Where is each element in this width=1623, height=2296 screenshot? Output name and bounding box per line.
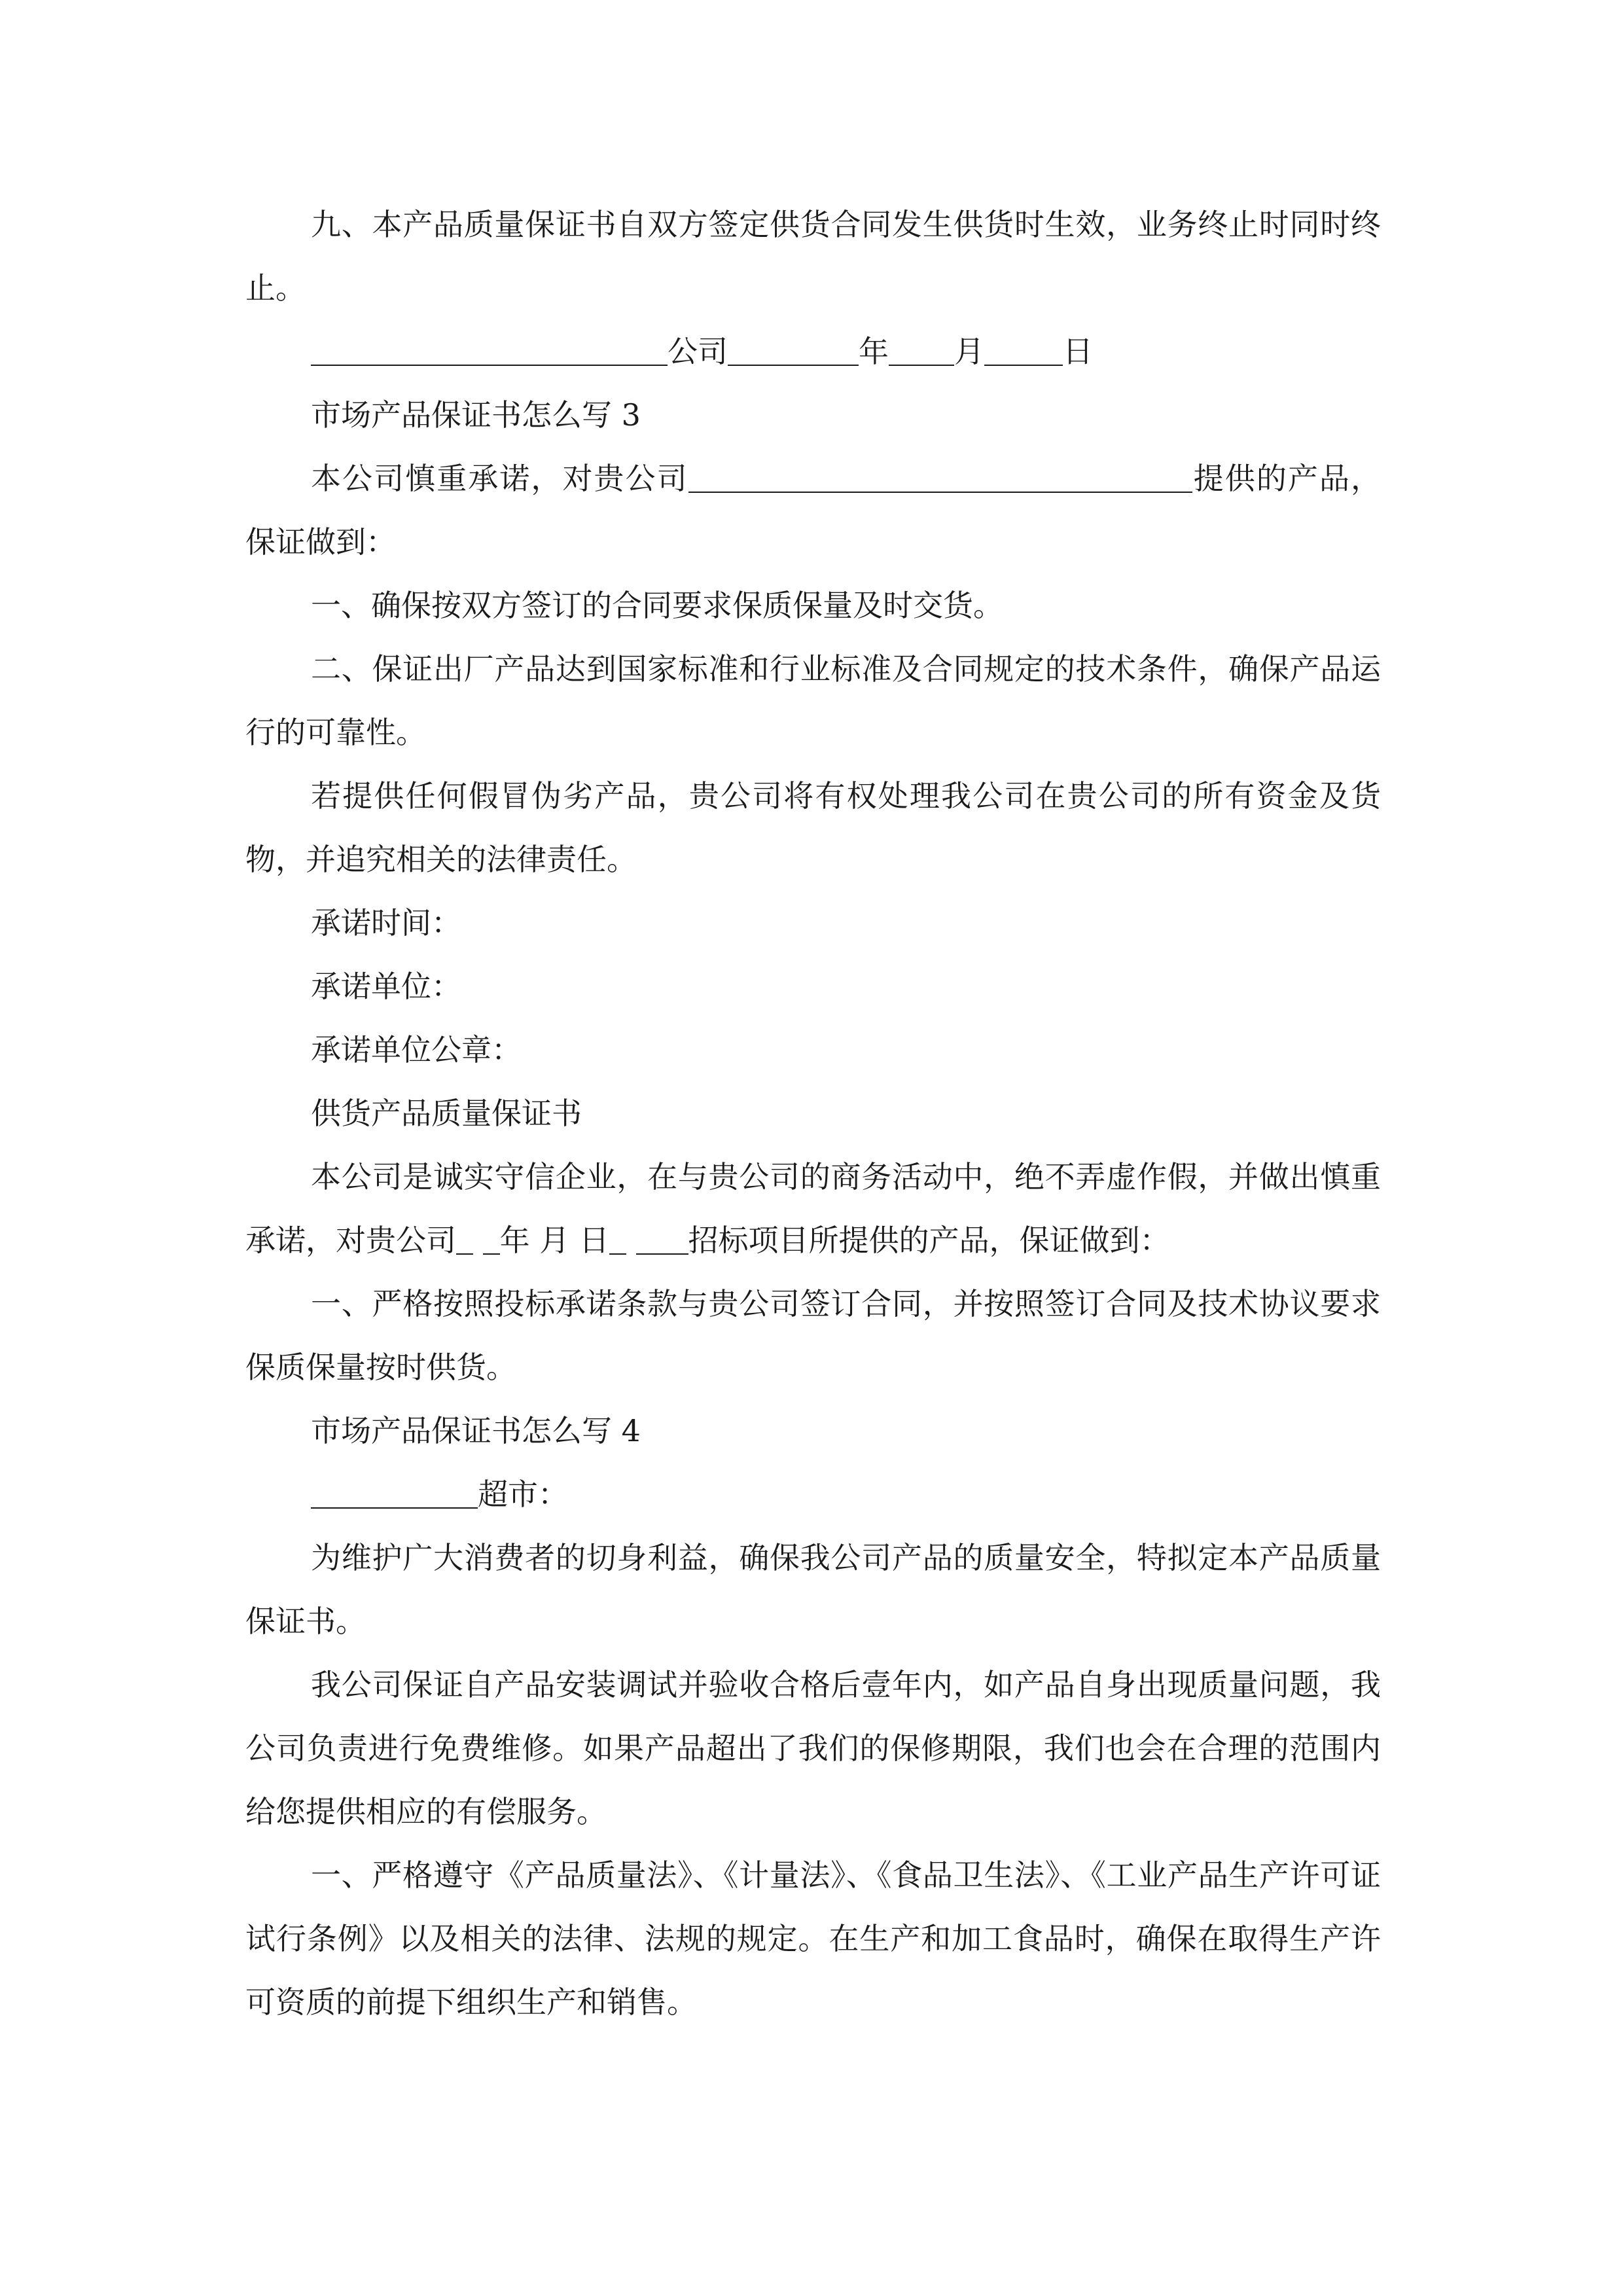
company-name-blank [311, 334, 668, 366]
supermarket-line [245, 1463, 1381, 1526]
signature-line [245, 320, 1381, 384]
paragraph-9: 九、本产品质量保证书自双方签定供货合同发生供货时生效，业务终止时同时终止。 [245, 207, 1381, 306]
section-heading-3: 市场产品保证书怎么写 3 [311, 397, 641, 433]
year-label: 年 [859, 334, 889, 369]
day-label: 日 [1063, 334, 1093, 369]
supply-blank-2 [483, 1223, 500, 1255]
paragraph-counterfeit: 若提供任何假冒伪劣产品，贵公司将有权处理我公司在贵公司的所有资金及货物，并追究相关的法律责任。 [245, 778, 1381, 877]
client-company-blank [688, 461, 1192, 493]
day-blank [984, 334, 1063, 366]
document-page [245, 193, 1381, 2034]
paragraph-commitment [245, 447, 1381, 574]
supply-text-end: 招标项目所提供的产品，保证做到： [688, 1223, 1170, 1258]
month-label: 月 [954, 334, 984, 369]
paragraph-item-1: 一、确保按双方签订的合同要求保质保量及时交货。 [311, 588, 1003, 623]
supermarket-label: 超市： [478, 1477, 568, 1512]
promise-unit-label: 承诺单位： [311, 969, 461, 1004]
paragraph-item-2: 二、保证出厂产品达到国家标准和行业标准及合同规定的技术条件，确保产品运行的可靠性。 [245, 651, 1381, 750]
supply-text-start: 本公司是诚实守信企业，在与贵公司的商务活动中，绝不弄虚作假，并做出慎重承诺，对贵公司 [245, 1159, 1381, 1258]
month-blank [889, 334, 954, 366]
supply-blank-3 [609, 1223, 626, 1255]
company-label: 公司 [668, 334, 728, 369]
paragraph-laws: 一、严格遵守《产品质量法》、《计量法》、《食品卫生法》、《工业产品生产许可证试行条例》以及相关的法律、法规的规定。在生产和加工食品时，确保在取得生产许可资质的前提下组织生产和销售。 [245, 1857, 1381, 2020]
paragraph-consumer: 为维护广大消费者的切身利益，确保我公司产品的质量安全，特拟定本产品质量保证书。 [245, 1540, 1381, 1639]
paragraph-supply-commitment [245, 1145, 1381, 1272]
section-heading-supply: 供货产品质量保证书 [311, 1096, 582, 1131]
promise-time-label: 承诺时间： [311, 905, 461, 941]
commitment-text-start: 本公司慎重承诺，对贵公司 [311, 461, 688, 496]
supply-blank-4 [636, 1223, 688, 1255]
year-blank [728, 334, 859, 366]
supply-blank-1 [456, 1223, 473, 1255]
promise-seal-label: 承诺单位公章： [311, 1032, 522, 1067]
supermarket-name-blank [311, 1477, 478, 1509]
commitment-text-end: 提供的产品，保证做到： [245, 461, 1382, 560]
section-heading-4: 市场产品保证书怎么写 4 [311, 1413, 641, 1448]
paragraph-warranty: 我公司保证自产品安装调试并验收合格后壹年内，如产品自身出现质量问题，我公司负责进行免费维修。如果产品超出了我们的保修期限，我们也会在合理的范围内给您提供相应的有偿服务。 [245, 1667, 1381, 1829]
paragraph-supply-item-1: 一、严格按照投标承诺条款与贵公司签订合同，并按照签订合同及技术协议要求保质保量按时供货。 [245, 1286, 1381, 1385]
supply-date-text: 年 月 日 [499, 1223, 609, 1258]
